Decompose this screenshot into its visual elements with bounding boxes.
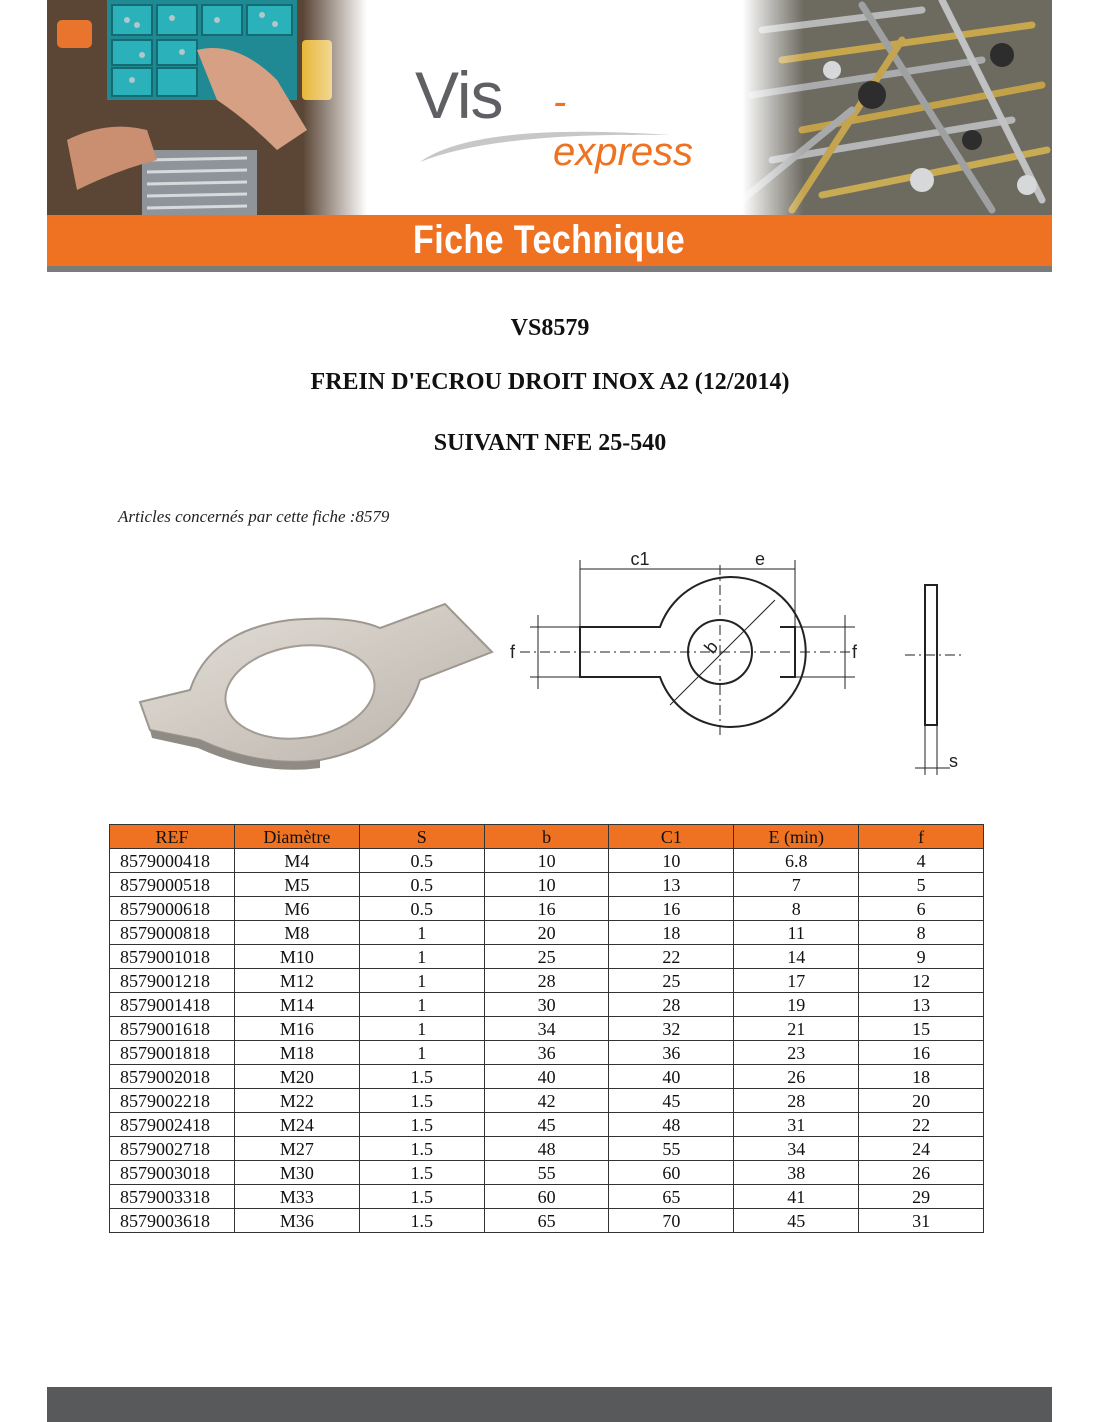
table-cell: M27 bbox=[234, 1137, 359, 1161]
table-cell: 36 bbox=[484, 1041, 609, 1065]
table-row bbox=[110, 1113, 984, 1137]
table-cell: 26 bbox=[734, 1065, 859, 1089]
footer-bar bbox=[47, 1387, 1052, 1422]
table-cell: 65 bbox=[484, 1209, 609, 1233]
table-cell: 0.5 bbox=[359, 897, 484, 921]
table-cell: M4 bbox=[234, 849, 359, 873]
table-cell: 30 bbox=[484, 993, 609, 1017]
banner bbox=[47, 0, 1052, 215]
table-cell: 1 bbox=[359, 1017, 484, 1041]
table-cell: 34 bbox=[734, 1137, 859, 1161]
table-cell: 19 bbox=[734, 993, 859, 1017]
label-s: s bbox=[949, 751, 958, 771]
specification-table bbox=[109, 824, 984, 1233]
column-header: b bbox=[484, 825, 609, 849]
reference-code: VS8579 bbox=[510, 315, 590, 341]
table-cell: 0.5 bbox=[359, 873, 484, 897]
table-cell: 9 bbox=[859, 945, 984, 969]
table-cell: 16 bbox=[609, 897, 734, 921]
table-body bbox=[110, 849, 984, 1233]
table-cell: 34 bbox=[484, 1017, 609, 1041]
table-cell: 48 bbox=[609, 1113, 734, 1137]
table-cell: 8579002418 bbox=[110, 1113, 235, 1137]
product-name: FREIN D'ECROU DROIT INOX A2 (12/2014) bbox=[310, 369, 790, 395]
label-f-right: f bbox=[852, 642, 858, 662]
table-cell: 8579000618 bbox=[110, 897, 235, 921]
table-cell: M12 bbox=[234, 969, 359, 993]
table-cell: 1.5 bbox=[359, 1185, 484, 1209]
table-cell: 17 bbox=[734, 969, 859, 993]
table-cell: 6.8 bbox=[734, 849, 859, 873]
table-row bbox=[110, 849, 984, 873]
table-row bbox=[110, 1065, 984, 1089]
table-cell: 45 bbox=[484, 1113, 609, 1137]
table-cell: 8579001018 bbox=[110, 945, 235, 969]
workshop-photo bbox=[47, 0, 367, 215]
table-cell: 13 bbox=[859, 993, 984, 1017]
table-row bbox=[110, 873, 984, 897]
table-cell: 1 bbox=[359, 1041, 484, 1065]
table-cell: 28 bbox=[484, 969, 609, 993]
label-b: b bbox=[700, 636, 723, 658]
column-header: E (min) bbox=[734, 825, 859, 849]
header bbox=[47, 0, 1052, 272]
table-row bbox=[110, 1209, 984, 1233]
table-cell: 8579001618 bbox=[110, 1017, 235, 1041]
table-cell: 55 bbox=[484, 1161, 609, 1185]
table-cell: 8579000418 bbox=[110, 849, 235, 873]
table-cell: 15 bbox=[859, 1017, 984, 1041]
table-cell: 21 bbox=[734, 1017, 859, 1041]
table-row bbox=[110, 921, 984, 945]
table-cell: 22 bbox=[859, 1113, 984, 1137]
table-cell: 70 bbox=[609, 1209, 734, 1233]
table-cell: 1.5 bbox=[359, 1137, 484, 1161]
table-row bbox=[110, 1089, 984, 1113]
table-cell: 38 bbox=[734, 1161, 859, 1185]
table-cell: 4 bbox=[859, 849, 984, 873]
column-header: REF bbox=[110, 825, 235, 849]
table-cell: 60 bbox=[609, 1161, 734, 1185]
table-row bbox=[110, 897, 984, 921]
table-cell: M22 bbox=[234, 1089, 359, 1113]
table-cell: 29 bbox=[859, 1185, 984, 1209]
table-cell: 11 bbox=[734, 921, 859, 945]
table-cell: 16 bbox=[484, 897, 609, 921]
table-cell: 8579001218 bbox=[110, 969, 235, 993]
table-cell: 1 bbox=[359, 945, 484, 969]
table-cell: 8579003618 bbox=[110, 1209, 235, 1233]
table-cell: 8579002718 bbox=[110, 1137, 235, 1161]
screws-photo bbox=[742, 0, 1052, 215]
table-cell: 45 bbox=[609, 1089, 734, 1113]
table-row bbox=[110, 1185, 984, 1209]
table-cell: M33 bbox=[234, 1185, 359, 1209]
table-cell: 1.5 bbox=[359, 1113, 484, 1137]
banner-title: Fiche Technique bbox=[413, 218, 686, 262]
table-cell: 10 bbox=[484, 849, 609, 873]
table-cell: 1 bbox=[359, 993, 484, 1017]
logo bbox=[415, 55, 705, 174]
logo-swoosh bbox=[415, 117, 675, 167]
table-cell: 14 bbox=[734, 945, 859, 969]
table-cell: 31 bbox=[734, 1113, 859, 1137]
table-cell: 42 bbox=[484, 1089, 609, 1113]
table-cell: 60 bbox=[484, 1185, 609, 1209]
table-cell: 8579002018 bbox=[110, 1065, 235, 1089]
table-cell: 7 bbox=[734, 873, 859, 897]
column-header: Diamètre bbox=[234, 825, 359, 849]
table-cell: 23 bbox=[734, 1041, 859, 1065]
table-cell: 26 bbox=[859, 1161, 984, 1185]
table-cell: M5 bbox=[234, 873, 359, 897]
table-cell: 8579003018 bbox=[110, 1161, 235, 1185]
standard-reference: SUIVANT NFE 25-540 bbox=[433, 430, 667, 456]
table-cell: M30 bbox=[234, 1161, 359, 1185]
table-cell: 40 bbox=[484, 1065, 609, 1089]
table-cell: 8 bbox=[859, 921, 984, 945]
table-cell: 55 bbox=[609, 1137, 734, 1161]
table-cell: M10 bbox=[234, 945, 359, 969]
table-row bbox=[110, 945, 984, 969]
table-cell: 16 bbox=[859, 1041, 984, 1065]
table-cell: 10 bbox=[609, 849, 734, 873]
table-header-row bbox=[110, 825, 984, 849]
table-cell: 8579003318 bbox=[110, 1185, 235, 1209]
table-cell: M8 bbox=[234, 921, 359, 945]
table-cell: 20 bbox=[484, 921, 609, 945]
table-cell: M16 bbox=[234, 1017, 359, 1041]
table-cell: 12 bbox=[859, 969, 984, 993]
table-cell: 25 bbox=[609, 969, 734, 993]
table-row bbox=[110, 1041, 984, 1065]
logo-express: -express bbox=[553, 80, 694, 174]
table-cell: 25 bbox=[484, 945, 609, 969]
table-cell: 8579000818 bbox=[110, 921, 235, 945]
table-cell: 10 bbox=[484, 873, 609, 897]
title-underline bbox=[47, 266, 1052, 272]
table-cell: 0.5 bbox=[359, 849, 484, 873]
table-cell: M24 bbox=[234, 1113, 359, 1137]
table-cell: 28 bbox=[609, 993, 734, 1017]
table-cell: 1.5 bbox=[359, 1161, 484, 1185]
column-header: f bbox=[859, 825, 984, 849]
table-cell: M14 bbox=[234, 993, 359, 1017]
table-cell: 8579000518 bbox=[110, 873, 235, 897]
table-cell: 40 bbox=[609, 1065, 734, 1089]
table-cell: 48 bbox=[484, 1137, 609, 1161]
table-cell: 65 bbox=[609, 1185, 734, 1209]
table-cell: 32 bbox=[609, 1017, 734, 1041]
table-row bbox=[110, 969, 984, 993]
label-f-left: f bbox=[510, 642, 516, 662]
table-cell: 1.5 bbox=[359, 1089, 484, 1113]
table-cell: M18 bbox=[234, 1041, 359, 1065]
table-cell: 20 bbox=[859, 1089, 984, 1113]
table-cell: 8579001418 bbox=[110, 993, 235, 1017]
table-cell: M20 bbox=[234, 1065, 359, 1089]
table-row bbox=[110, 1017, 984, 1041]
table-cell: 1.5 bbox=[359, 1209, 484, 1233]
technical-drawing-front bbox=[500, 545, 870, 745]
table-cell: 24 bbox=[859, 1137, 984, 1161]
logo-vis: Vis bbox=[415, 58, 503, 132]
table-cell: 36 bbox=[609, 1041, 734, 1065]
label-e: e bbox=[754, 549, 766, 569]
table-cell: 13 bbox=[609, 873, 734, 897]
table-cell: 45 bbox=[734, 1209, 859, 1233]
table-cell: 1 bbox=[359, 921, 484, 945]
table-cell: 8 bbox=[734, 897, 859, 921]
table-cell: 31 bbox=[859, 1209, 984, 1233]
table-cell: 41 bbox=[734, 1185, 859, 1209]
technical-drawing-side bbox=[895, 575, 980, 780]
articles-note: Articles concernés par cette fiche :8579 bbox=[118, 507, 390, 526]
table-cell: M36 bbox=[234, 1209, 359, 1233]
table-cell: 1 bbox=[359, 969, 484, 993]
table-cell: 8579002218 bbox=[110, 1089, 235, 1113]
table-cell: 18 bbox=[859, 1065, 984, 1089]
table-cell: 22 bbox=[609, 945, 734, 969]
label-c1: c1 bbox=[630, 549, 650, 569]
washer-photo bbox=[130, 580, 500, 780]
table-cell: 6 bbox=[859, 897, 984, 921]
table-cell: 8579001818 bbox=[110, 1041, 235, 1065]
table-row bbox=[110, 1161, 984, 1185]
table-cell: M6 bbox=[234, 897, 359, 921]
table-row bbox=[110, 993, 984, 1017]
column-header: S bbox=[359, 825, 484, 849]
column-header: C1 bbox=[609, 825, 734, 849]
table-row bbox=[110, 1137, 984, 1161]
table-cell: 28 bbox=[734, 1089, 859, 1113]
table-cell: 1.5 bbox=[359, 1065, 484, 1089]
title-bar bbox=[47, 215, 1052, 266]
table-cell: 18 bbox=[609, 921, 734, 945]
table-cell: 5 bbox=[859, 873, 984, 897]
